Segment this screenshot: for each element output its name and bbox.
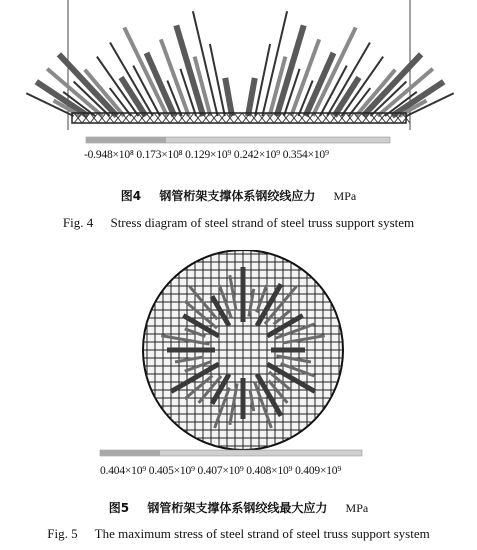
- figure5-caption-cn-text: 钢管桁架支撑体系钢绞线最大应力: [147, 501, 328, 515]
- steel-strand: [356, 70, 395, 116]
- figure4-scale-label: 0.354×10⁹: [282, 149, 329, 161]
- figure5-caption-cn-unit: MPa: [345, 501, 369, 515]
- steel-strand: [248, 78, 255, 116]
- figure5-caption-en-num: Fig. 5: [47, 526, 78, 541]
- figure5-scale-label: 0.405×10⁹: [148, 465, 195, 477]
- figure5-scale-labels: [100, 465, 341, 477]
- figure4-scale-label: 0.173×10⁸: [136, 149, 183, 161]
- figure4-drawing: [0, 0, 477, 150]
- figure4-caption-en-text: Stress diagram of steel strand of steel truss support system: [110, 215, 415, 230]
- figure5-scale-label: 0.408×10⁹: [246, 465, 293, 477]
- figure5-caption-en: [0, 526, 477, 542]
- scale-bar-shade: [100, 450, 160, 456]
- figure5-image: [0, 250, 477, 465]
- figure4-caption-cn-text: 钢管桁架支撑体系钢绞线应力: [159, 189, 316, 203]
- figure4-scale-label: 0.129×10⁹: [185, 149, 232, 161]
- figure4-scale-label: -0.948×10⁸: [84, 149, 134, 161]
- figure4-scale-label: 0.242×10⁹: [233, 149, 280, 161]
- figure5-caption-en-text: The maximum stress of steel strand of steel truss support system: [94, 526, 430, 541]
- figure5-scale-label: 0.404×10⁹: [100, 465, 147, 477]
- figure4-caption-en-num: Fig. 4: [62, 215, 94, 230]
- figure4-image: [0, 0, 477, 150]
- figure4-scale-labels: [84, 149, 329, 161]
- figure5-caption-cn-num: 图5: [108, 501, 130, 515]
- figure4-caption-cn: [0, 187, 477, 204]
- scale-bar-shade: [86, 137, 166, 143]
- steel-strand: [85, 70, 124, 116]
- figure5-drawing: [0, 250, 477, 465]
- figure5-scale-label: 0.407×10⁹: [197, 465, 244, 477]
- figure5-caption-cn: [0, 499, 477, 516]
- figure4-caption-en: [0, 215, 477, 231]
- figure4-caption-cn-unit: MPa: [333, 189, 357, 203]
- steel-strand: [225, 78, 232, 116]
- figure4-caption-cn-num: 图4: [120, 189, 142, 203]
- figure5-scale-label: 0.409×10⁹: [295, 465, 342, 477]
